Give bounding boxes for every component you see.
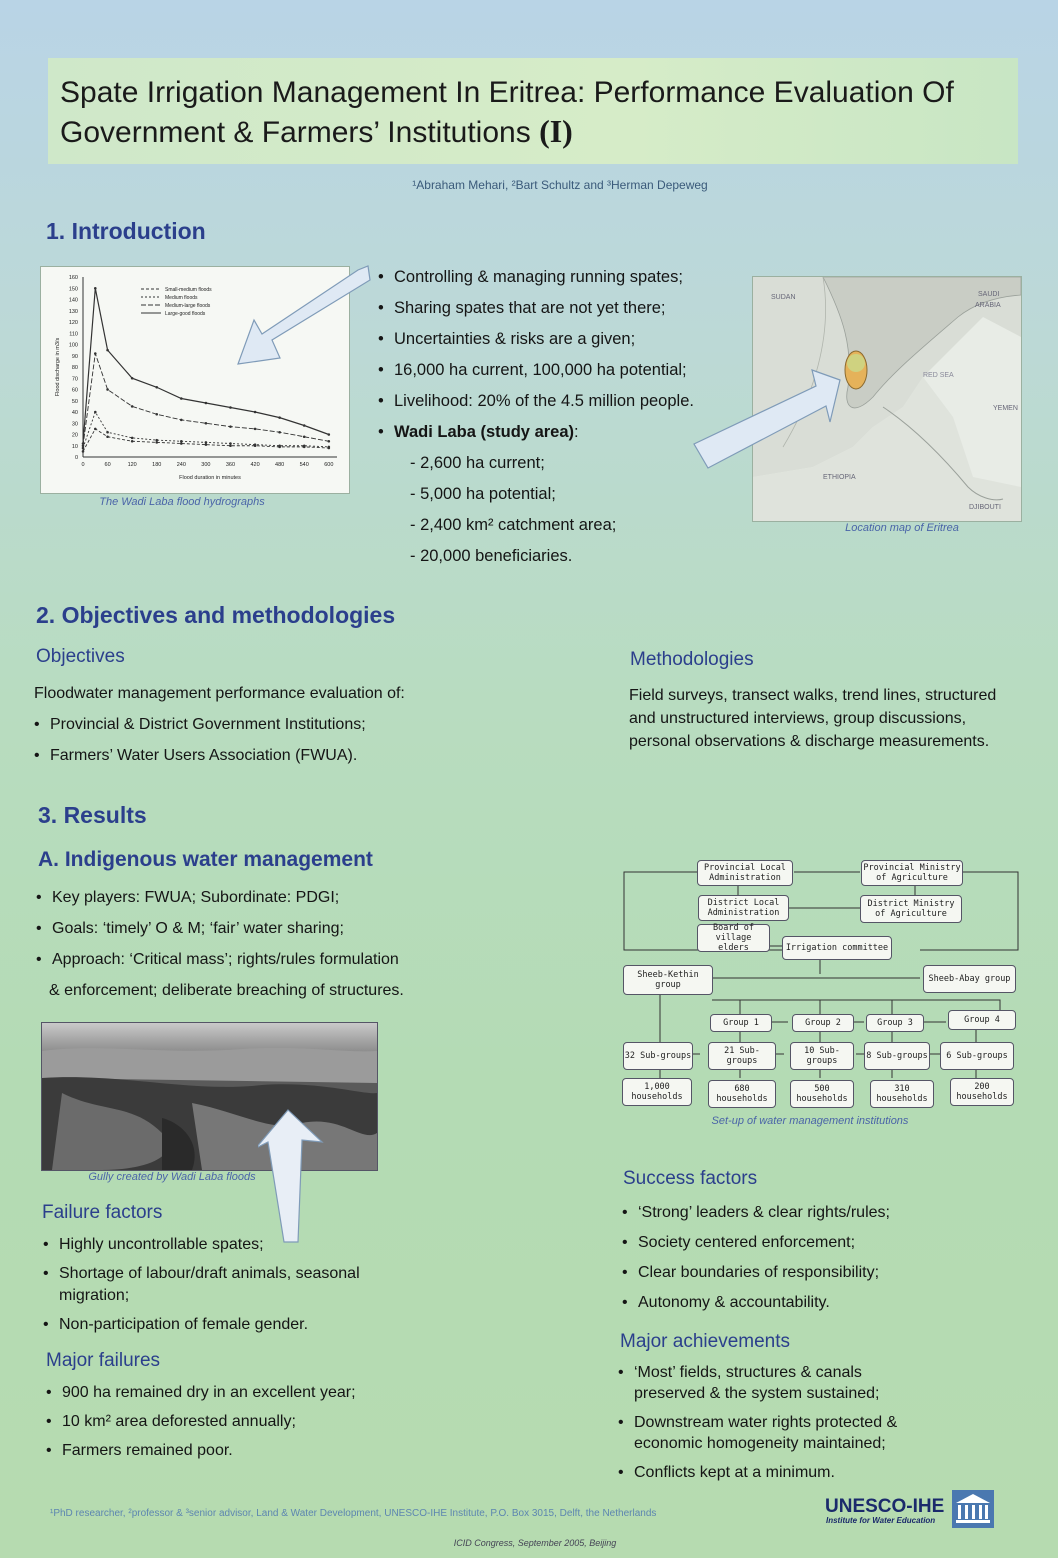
y-tick-label: 0 — [74, 455, 78, 461]
results-bullet: • Key players: FWUA; Subordinate: PDGI; — [36, 882, 476, 913]
data-point — [328, 440, 331, 443]
org-caption: Set-up of water management institutions — [711, 1115, 909, 1127]
org-subgroups: 6 Sub-groups — [940, 1042, 1014, 1070]
objectives-intro: Floodwater management performance evaluation of: — [34, 685, 405, 702]
map-label-yemen: YEMEN — [993, 405, 1018, 412]
achievements-title: Major achievements — [620, 1331, 791, 1352]
org-provincial-ministry: Provincial Ministry of Agriculture — [861, 860, 963, 886]
results-heading: 3. Results — [38, 802, 147, 828]
unesco-temple-icon — [952, 1490, 994, 1528]
title-numeral: (I) — [539, 113, 573, 149]
data-point — [82, 444, 85, 447]
major-failure-bullet: • Farmers remained poor. — [46, 1436, 426, 1465]
data-point — [328, 446, 331, 449]
objectives-heading: 2. Objectives and methodologies — [36, 602, 396, 628]
data-point — [180, 442, 183, 445]
intro-bullet: • 16,000 ha current, 100,000 ha potential; — [378, 355, 738, 386]
intro-bullets — [378, 262, 738, 572]
legend-label: Small-medium floods — [165, 287, 212, 293]
intro-bullet: • Controlling & managing running spates; — [378, 262, 738, 293]
org-sheeb-abay: Sheeb-Abay group — [923, 965, 1016, 993]
data-point — [106, 388, 109, 391]
objective-bullet: • Farmers’ Water Users Association (FWUA). — [34, 740, 504, 771]
data-point — [131, 440, 134, 443]
y-tick-label: 100 — [68, 342, 78, 349]
data-point — [131, 377, 134, 380]
y-tick-label: 140 — [68, 297, 78, 304]
org-sheeb-kethin: Sheeb-Kethin group — [623, 965, 713, 995]
objective-bullet: • Provincial & District Government Institutions; — [34, 709, 504, 740]
results-bullet: • Goals: ‘timely’ O & M; ‘fair’ water sharing; — [36, 913, 476, 944]
org-provincial-local: Provincial Local Administration — [697, 860, 793, 886]
org-village-elders: Board of village elders — [697, 924, 770, 952]
major-failures-title: Major failures — [46, 1350, 161, 1371]
x-tick-label: 600 — [324, 462, 334, 468]
legend-label: Medium floods — [165, 295, 198, 301]
y-tick-label: 120 — [68, 320, 78, 326]
hydrograph-caption: The Wadi Laba flood hydrographs — [99, 496, 265, 508]
data-point — [229, 444, 232, 447]
map-label-arabia: ARABIA — [975, 302, 1001, 309]
footnote: ¹PhD researcher, ²professor & ³senior advisor, Land & Water Development, UNESCO-IHE Institute, P.O. Box 3015, Delft, the Netherlands — [50, 1508, 657, 1519]
results-bullet: • Approach: ‘Critical mass’; rights/rules formulation — [36, 944, 476, 975]
data-point — [278, 416, 281, 419]
arrow-to-chart-icon — [232, 262, 372, 372]
data-point — [278, 444, 281, 447]
data-point — [155, 413, 158, 416]
y-tick-label: 60 — [71, 387, 78, 394]
poster-title — [60, 74, 1010, 152]
data-point — [205, 422, 208, 425]
x-tick-label: 300 — [201, 462, 211, 468]
org-households: 500 households — [790, 1080, 854, 1108]
x-tick-label: 0 — [81, 462, 85, 468]
x-tick-label: 60 — [104, 462, 111, 468]
data-point — [254, 443, 257, 446]
data-point — [180, 419, 183, 422]
org-group: Group 1 — [710, 1014, 772, 1032]
org-households: 680 households — [708, 1080, 776, 1108]
success-title: Success factors — [623, 1168, 758, 1189]
data-point — [205, 402, 208, 405]
org-households: 310 households — [870, 1080, 934, 1108]
failure-bullet: • Non-participation of female gender. — [43, 1314, 403, 1336]
y-tick-label: 20 — [71, 432, 78, 439]
intro-bullet: • Sharing spates that are not yet there; — [378, 293, 738, 324]
org-irrigation-committee: Irrigation committee — [782, 936, 892, 960]
y-tick-label: 30 — [71, 421, 78, 428]
data-point — [94, 352, 97, 355]
org-households: 200 households — [950, 1078, 1014, 1106]
success-bullet: • Autonomy & accountability. — [622, 1288, 1002, 1318]
data-point — [82, 447, 85, 450]
achievement-bullet: • Conflicts kept at a minimum. — [618, 1462, 928, 1483]
legend-label: Medium-large floods — [165, 303, 211, 309]
data-point — [94, 411, 97, 414]
map-label-sudan: SUDAN — [771, 294, 796, 301]
results-bullet-continuation: & enforcement; deliberate breaching of structures. — [49, 982, 404, 999]
y-tick-label: 150 — [68, 286, 78, 293]
data-point — [254, 411, 257, 414]
x-tick-label: 240 — [176, 462, 186, 468]
intro-bullet: • Livelihood: 20% of the 4.5 million people. — [378, 386, 738, 417]
data-point — [155, 441, 158, 444]
study-item: - 2,600 ha current; — [410, 454, 545, 472]
success-bullet: • Society centered enforcement; — [622, 1228, 1002, 1258]
x-axis-label: Flood duration in minutes — [179, 475, 241, 481]
data-point — [229, 425, 232, 428]
data-point — [229, 442, 232, 445]
failure-bullet: • Highly uncontrollable spates; — [43, 1234, 403, 1256]
y-tick-label: 10 — [71, 443, 78, 450]
major-failure-bullet: • 10 km² area deforested annually; — [46, 1407, 426, 1436]
study-item: - 2,400 km² catchment area; — [410, 516, 617, 534]
study-area-bullet — [378, 417, 738, 448]
data-point — [303, 435, 306, 438]
map-label-djibouti: DJIBOUTI — [969, 504, 1001, 511]
org-district-local: District Local Administration — [698, 895, 789, 921]
data-point — [82, 450, 85, 453]
data-point — [303, 424, 306, 427]
failure-bullet: • Shortage of labour/draft animals, seasonal migration; — [43, 1263, 403, 1307]
study-item: - 5,000 ha potential; — [410, 485, 556, 503]
y-axis-label: Flood discharge in m3/s — [55, 337, 61, 397]
data-point — [106, 435, 109, 438]
data-point — [328, 433, 331, 436]
data-point — [131, 405, 134, 408]
y-tick-label: 110 — [69, 331, 78, 338]
data-point — [82, 442, 85, 445]
data-point — [131, 437, 134, 440]
title-line1: Spate Irrigation Management In Eritrea: Performance Evaluation Of — [60, 76, 954, 109]
data-point — [254, 428, 257, 431]
methodologies-text: Field surveys, transect walks, trend lines, structured and unstructured interviews, group discussions, personal observations & discharge measurements. — [629, 687, 997, 750]
data-point — [155, 439, 158, 442]
methodologies-title: Methodologies — [630, 649, 754, 670]
org-subgroups: 10 Sub-groups — [790, 1042, 854, 1070]
major-failures-list — [46, 1378, 426, 1465]
achievement-bullet: • ‘Most’ fields, structures & canals preserved & the system sustained; — [618, 1362, 928, 1404]
org-group: Group 3 — [866, 1014, 924, 1032]
success-list — [622, 1198, 1002, 1318]
org-subgroups: 21 Sub-groups — [708, 1042, 776, 1070]
map-label-redsea: RED SEA — [923, 372, 954, 379]
org-households: 1,000 households — [622, 1078, 692, 1106]
x-tick-label: 480 — [275, 462, 285, 468]
major-failure-bullet: • 900 ha remained dry in an excellent year; — [46, 1378, 426, 1407]
legend-label: Large-good floods — [165, 311, 206, 317]
data-point — [278, 431, 281, 434]
data-point — [205, 441, 208, 444]
title-line2: Government & Farmers’ Institutions — [60, 116, 531, 149]
results-subheading: A. Indigenous water management — [38, 848, 373, 871]
study-item: - 20,000 beneficiaries. — [410, 547, 573, 565]
data-point — [205, 443, 208, 446]
up-arrow-icon — [258, 1108, 328, 1246]
org-group: Group 2 — [792, 1014, 854, 1032]
map-label-saudi: SAUDI — [978, 291, 1000, 298]
org-group: Group 4 — [948, 1010, 1016, 1030]
success-bullet: • ‘Strong’ leaders & clear rights/rules; — [622, 1198, 1002, 1228]
objectives-title: Objectives — [36, 646, 125, 667]
success-bullet: • Clear boundaries of responsibility; — [622, 1258, 1002, 1288]
data-point — [180, 440, 183, 443]
x-tick-label: 120 — [127, 462, 137, 468]
x-tick-label: 540 — [299, 462, 309, 468]
results-bullets — [36, 882, 476, 1006]
y-tick-label: 40 — [71, 410, 78, 416]
data-point — [94, 287, 97, 290]
intro-bullet: • Uncertainties & risks are a given; — [378, 324, 738, 355]
x-tick-label: 420 — [250, 462, 260, 468]
data-point — [155, 386, 158, 389]
data-point — [180, 397, 183, 400]
achievements-list — [618, 1362, 928, 1483]
study-area-label: Wadi Laba (study area) — [394, 423, 575, 441]
map-caption: Location map of Eritrea — [845, 522, 959, 534]
photo-caption: Gully created by Wadi Laba floods — [88, 1171, 256, 1183]
data-point — [229, 406, 232, 409]
org-subgroups: 32 Sub-groups — [623, 1042, 693, 1070]
study-area-suffix: : — [574, 423, 579, 441]
x-tick-label: 360 — [225, 462, 236, 468]
y-tick-label: 80 — [71, 365, 78, 371]
failure-title: Failure factors — [42, 1202, 163, 1223]
logo-subtitle: Institute for Water Education — [826, 1516, 936, 1525]
objectives-block — [34, 678, 504, 771]
org-subgroups: 8 Sub-groups — [864, 1042, 930, 1070]
arrow-to-map-icon — [690, 364, 850, 474]
unesco-ihe-logo-text: UNESCO-IHE — [825, 1496, 945, 1517]
authors: ¹Abraham Mehari, ²Bart Schultz and ³Herman Depeweg — [412, 178, 708, 192]
data-point — [303, 444, 306, 447]
map-label-ethiopia: ETHIOPIA — [823, 474, 856, 481]
y-tick-label: 70 — [71, 376, 78, 383]
failure-list — [43, 1234, 403, 1336]
intro-heading: 1. Introduction — [46, 218, 206, 244]
org-district-ministry: District Ministry of Agriculture — [860, 895, 962, 923]
y-tick-label: 50 — [71, 398, 78, 405]
achievement-bullet: • Downstream water rights protected & economic homogeneity maintained; — [618, 1412, 928, 1454]
y-tick-label: 130 — [68, 308, 78, 315]
y-tick-label: 90 — [71, 353, 78, 360]
x-tick-label: 180 — [152, 462, 162, 468]
data-point — [106, 349, 109, 352]
data-point — [94, 428, 97, 431]
data-point — [106, 431, 109, 434]
y-tick-label: 160 — [68, 275, 78, 281]
series-line — [83, 429, 329, 452]
congress-note: ICID Congress, September 2005, Beijing — [453, 1538, 617, 1548]
